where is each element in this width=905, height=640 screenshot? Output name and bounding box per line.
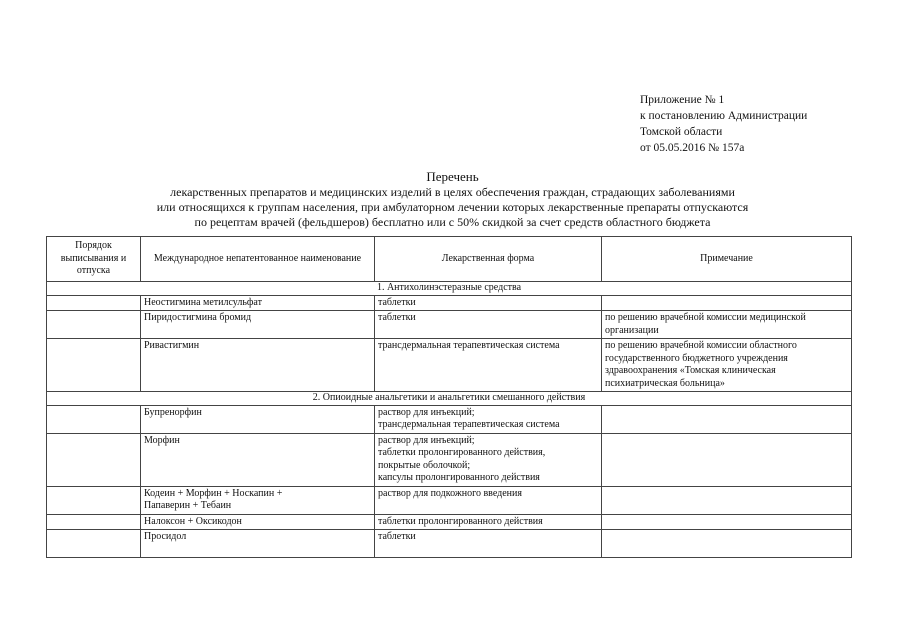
table-header-row bbox=[47, 237, 852, 282]
cell-order bbox=[47, 514, 141, 530]
cell-name: Неостигмина метилсульфат bbox=[141, 295, 375, 311]
header-form: Лекарственная форма bbox=[375, 237, 602, 282]
cell-form: таблетки bbox=[375, 311, 602, 339]
cell-name: Бупренорфин bbox=[141, 405, 375, 433]
table-row bbox=[47, 514, 852, 530]
appendix-block bbox=[640, 92, 807, 156]
cell-order bbox=[47, 339, 141, 392]
cell-order bbox=[47, 295, 141, 311]
header-note: Примечание bbox=[602, 237, 852, 282]
cell-name: Налоксон + Оксикодон bbox=[141, 514, 375, 530]
title-line-2: или относящихся к группам населения, при амбулаторном лечении которых лекарственные препараты отпускаются bbox=[156, 200, 749, 214]
table-row bbox=[47, 311, 852, 339]
cell-note: по решению врачебной комиссии медицинской организации bbox=[602, 311, 852, 339]
title-line-1: лекарственных препаратов и медицинских изделий в целях обеспечения граждан, страдающих заболеваниями bbox=[170, 185, 735, 199]
cell-name: Морфин bbox=[141, 433, 375, 486]
section-row-2 bbox=[47, 392, 852, 406]
cell-order bbox=[47, 486, 141, 514]
table-row bbox=[47, 295, 852, 311]
table-row bbox=[47, 405, 852, 433]
drug-list-table bbox=[46, 236, 852, 558]
cell-order bbox=[47, 433, 141, 486]
cell-note bbox=[602, 530, 852, 558]
header-order: Порядок выписывания и отпуска bbox=[47, 237, 141, 282]
section-title-2: 2. Опиоидные анальгетики и анальгетики смешанного действия bbox=[47, 392, 852, 406]
table-row bbox=[47, 433, 852, 486]
appendix-line-4: от 05.05.2016 № 157а bbox=[640, 142, 745, 154]
appendix-line-3: Томской области bbox=[640, 126, 723, 138]
appendix-line-2: к постановлению Администрации bbox=[640, 110, 808, 122]
cell-note: по решению врачебной комиссии областного государственного бюджетного учреждения здравоохранения «Томская клиническая психиатрическая больница» bbox=[602, 339, 852, 392]
cell-note bbox=[602, 433, 852, 486]
cell-form: таблетки bbox=[375, 530, 602, 558]
section-title-1: 1. Антихолинэстеразные средства bbox=[47, 282, 852, 296]
cell-form: таблетки bbox=[375, 295, 602, 311]
cell-name: Кодеин + Морфин + Носкапин + Папаверин + Тебаин bbox=[141, 486, 375, 514]
cell-name: Просидол bbox=[141, 530, 375, 558]
cell-form: таблетки пролонгированного действия bbox=[375, 514, 602, 530]
section-row-1 bbox=[47, 282, 852, 296]
cell-note bbox=[602, 405, 852, 433]
table-row bbox=[47, 530, 852, 558]
appendix-line-1: Приложение № 1 bbox=[640, 94, 725, 106]
document-title bbox=[0, 168, 905, 230]
cell-note bbox=[602, 486, 852, 514]
cell-form: раствор для подкожного введения bbox=[375, 486, 602, 514]
cell-order bbox=[47, 311, 141, 339]
header-name: Международное непатентованное наименование bbox=[141, 237, 375, 282]
table-row bbox=[47, 486, 852, 514]
cell-form: раствор для инъекций; таблетки пролонгированного действия, покрытые оболочкой; капсулы пролонгированного действия bbox=[375, 433, 602, 486]
cell-form: трансдермальная терапевтическая система bbox=[375, 339, 602, 392]
title-line-3: по рецептам врачей (фельдшеров) бесплатно или с 50% скидкой за счет средств областного бюджета bbox=[194, 215, 711, 229]
title-heading: Перечень bbox=[426, 169, 479, 184]
cell-order bbox=[47, 530, 141, 558]
table-row bbox=[47, 339, 852, 392]
cell-note bbox=[602, 514, 852, 530]
cell-order bbox=[47, 405, 141, 433]
cell-name: Пиридостигмина бромид bbox=[141, 311, 375, 339]
cell-name: Ривастигмин bbox=[141, 339, 375, 392]
cell-note bbox=[602, 295, 852, 311]
cell-form: раствор для инъекций; трансдермальная терапевтическая система bbox=[375, 405, 602, 433]
